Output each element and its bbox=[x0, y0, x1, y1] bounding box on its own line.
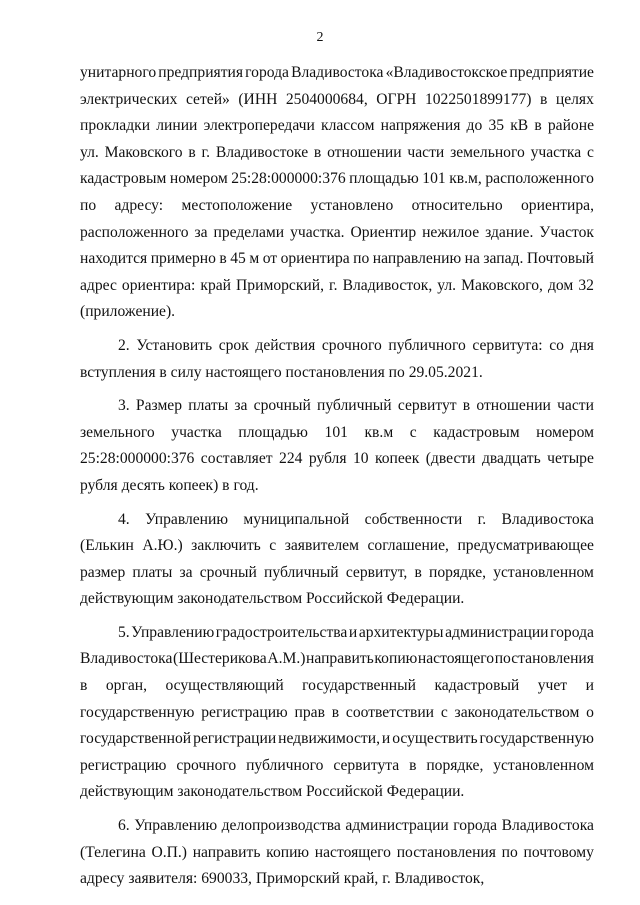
text-line: (приложение). bbox=[80, 303, 176, 321]
text-line: унитарного предприятия города Владивостока «Владивостокское предприятие bbox=[80, 64, 594, 81]
text-line: рубля десять копеек) в год. bbox=[80, 476, 259, 494]
paragraph-gap bbox=[80, 613, 594, 620]
text-line: (Елькин А.Ю.) заключить с заявителем соглашение, предусматривающее bbox=[80, 537, 594, 555]
paragraph-4 bbox=[80, 507, 594, 613]
text-line: государственной регистрации недвижимости, и осуществить государственную bbox=[80, 730, 594, 748]
paragraph-5 bbox=[80, 620, 594, 806]
paragraph-6 bbox=[80, 813, 594, 893]
text-line: Владивостока (Шестерикова А.М.) направить копию настоящего постановления bbox=[80, 650, 594, 668]
text-line: адресу заявителя: 690033, Приморский край, г. Владивосток, bbox=[80, 870, 485, 888]
text-line: 5. Управлению градостроительства и архитектуры администрации города bbox=[118, 623, 594, 641]
text-line: расположенного за пределами участка. Ориентир нежилое здание. Участок bbox=[80, 223, 594, 241]
document-body bbox=[80, 60, 594, 893]
text-line: по адресу: местоположение установлено относительно ориентира, bbox=[80, 196, 594, 214]
text-line: электрических сетей» (ИНН 2504000684, ОГРН 1022501899177) в целях bbox=[80, 90, 594, 108]
text-line: 4. Управлению муниципальной собственности г. Владивостока bbox=[118, 510, 594, 528]
text-line: 25:28:000000:376 составляет 224 рубля 10 копеек (двести двадцать четыре bbox=[80, 450, 594, 468]
text-line: прокладки линии электропередачи классом напряжения до 35 кВ в районе bbox=[80, 117, 594, 135]
paragraph-2 bbox=[80, 333, 594, 386]
text-line: 2. Установить срок действия срочного публичного сервитута: со дня bbox=[118, 336, 594, 354]
paragraph-1 bbox=[80, 60, 594, 326]
text-line: земельного участка площадью 101 кв.м с кадастровым номером bbox=[80, 423, 594, 441]
page-number: 2 bbox=[316, 30, 324, 45]
text-line: 6. Управлению делопроизводства администрации города Владивостока bbox=[118, 817, 594, 835]
text-line: в орган, осуществляющий государственный кадастровый учет и bbox=[80, 677, 594, 695]
paragraph-gap bbox=[80, 326, 594, 333]
text-line: действующим законодательством Российской Федерации. bbox=[80, 783, 465, 801]
text-line: вступления в силу настоящего постановления по 29.05.2021. bbox=[80, 363, 483, 381]
text-line: государственную регистрацию прав в соответствии с законодательством о bbox=[80, 703, 594, 721]
paragraph-gap bbox=[80, 386, 594, 393]
text-line: ул. Маковского в г. Владивостоке в отношении части земельного участка с bbox=[80, 143, 594, 161]
text-line: кадастровым номером 25:28:000000:376 площадью 101 кв.м, расположенного bbox=[80, 170, 594, 188]
text-line: 3. Размер платы за срочный публичный сервитут в отношении части bbox=[118, 397, 594, 415]
text-line: действующим законодательством Российской Федерации. bbox=[80, 590, 465, 608]
paragraph-gap bbox=[80, 806, 594, 813]
text-line: регистрацию срочного публичного сервитута в порядке, установленном bbox=[80, 756, 594, 774]
text-line: размер платы за срочный публичный сервитут, в порядке, установленном bbox=[80, 563, 594, 581]
text-line: адрес ориентира: край Приморский, г. Владивосток, ул. Маковского, дом 32 bbox=[80, 276, 594, 294]
paragraph-gap bbox=[80, 500, 594, 507]
text-line: находится примерно в 45 м от ориентира по направлению на запад. Почтовый bbox=[80, 250, 594, 268]
text-line: (Телегина О.П.) направить копию настоящего постановления по почтовому bbox=[80, 843, 594, 861]
paragraph-3 bbox=[80, 393, 594, 499]
